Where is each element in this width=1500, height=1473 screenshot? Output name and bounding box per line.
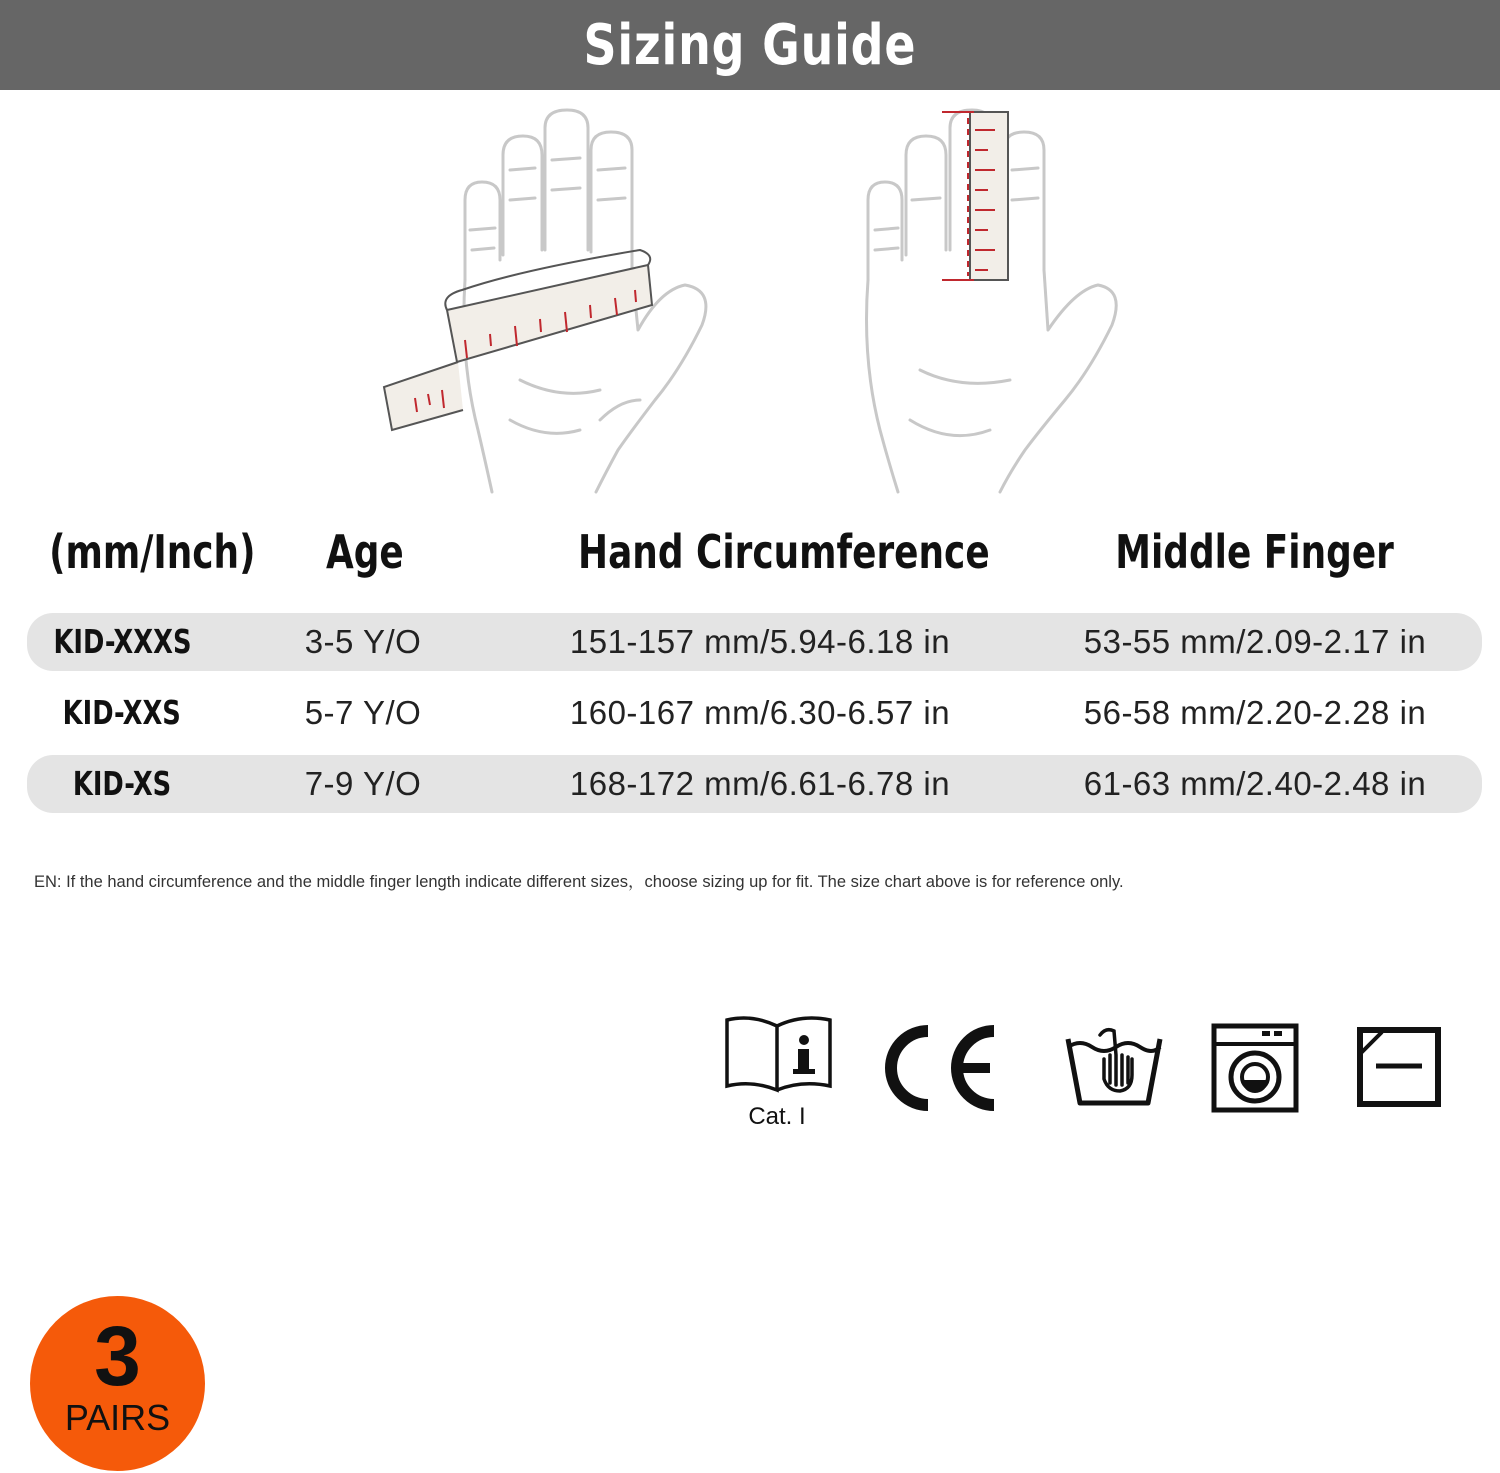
dry-flat-icon [1356, 1026, 1442, 1108]
size-label: KID-XS [72, 764, 172, 803]
pairs-count: 3 [94, 1309, 141, 1403]
hand-circumference-cell: 151-157 mm/5.94-6.18 in [569, 623, 951, 660]
hand-circumference-cell: 160-167 mm/6.30-6.57 in [569, 694, 951, 731]
hand-circumference-cell: 168-172 mm/6.61-6.78 in [569, 765, 951, 802]
size-label: KID-XXS [62, 693, 182, 732]
hand-wash-icon [1064, 1025, 1164, 1107]
middle-finger-illustration [840, 100, 1140, 500]
age-cell: 3-5 Y/O [304, 623, 422, 660]
column-header-middle-finger: Middle Finger [1115, 525, 1395, 579]
column-header-age: Age [326, 525, 404, 579]
pairs-label: PAIRS [64, 1397, 171, 1438]
category-label: Cat. I [748, 1103, 806, 1130]
column-header-hand-circumference: Hand Circumference [578, 525, 990, 579]
machine-wash-icon [1210, 1022, 1300, 1114]
table-row [27, 755, 1482, 813]
middle-finger-cell: 53-55 mm/2.09-2.17 in [1083, 623, 1427, 660]
instructions-book-icon [722, 1012, 837, 1132]
column-header-unit: (mm/Inch) [49, 525, 256, 579]
header-banner [0, 0, 1500, 90]
sizing-note: EN: If the hand circumference and the middle finger length indicate different sizes，choose sizing up for fit. The size chart above is for reference only. [34, 873, 1124, 891]
middle-finger-cell: 61-63 mm/2.40-2.48 in [1083, 765, 1427, 802]
table-row [27, 613, 1482, 671]
table-row [27, 684, 1482, 742]
age-cell: 5-7 Y/O [304, 694, 422, 731]
page-title: Sizing Guide [583, 12, 917, 78]
pairs-badge [30, 1296, 205, 1471]
middle-finger-cell: 56-58 mm/2.20-2.28 in [1083, 694, 1427, 731]
ce-mark-icon [878, 1025, 1000, 1111]
hand-circumference-illustration [370, 100, 730, 500]
age-cell: 7-9 Y/O [304, 765, 422, 802]
size-label: KID-XXXS [52, 622, 192, 661]
